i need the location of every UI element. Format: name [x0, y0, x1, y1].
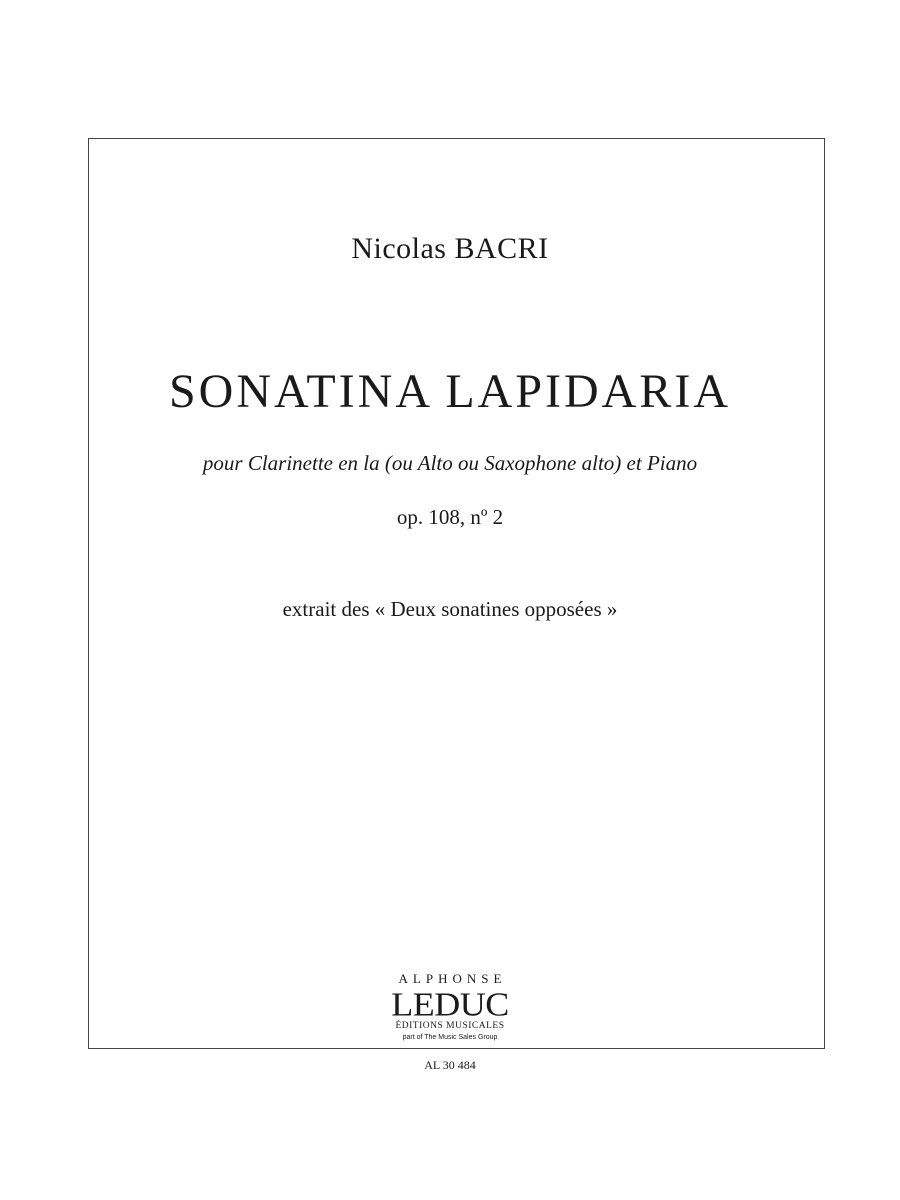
- composer-name: Nicolas BACRI: [351, 232, 549, 265]
- opus-number: op. 108, nº 2: [396, 505, 504, 529]
- publisher-group: part of The Music Sales Group: [402, 1033, 498, 1041]
- publisher-logo: [0, 972, 900, 1041]
- extract-note: extrait des « Deux sonatines opposées »: [282, 597, 618, 621]
- cover-border-frame: [88, 138, 825, 1049]
- catalog-number: AL 30 484: [424, 1058, 476, 1072]
- publisher-name-top: ALPHONSE: [398, 971, 507, 986]
- publisher-name-main: LEDUC: [391, 985, 509, 1023]
- instrumentation-line: pour Clarinette en la (ou Alto ou Saxophone alto) et Piano: [202, 451, 698, 475]
- publisher-subtitle: ÉDITIONS MUSICALES: [395, 1021, 505, 1031]
- work-title: SONATINA LAPIDARIA: [168, 365, 731, 418]
